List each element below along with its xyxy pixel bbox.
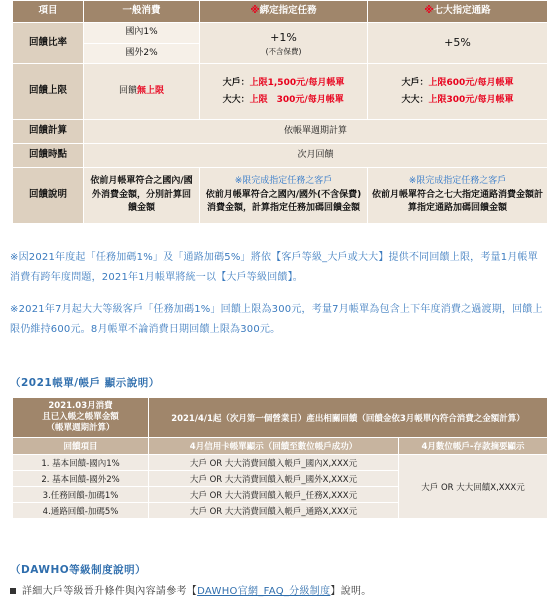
cap-task-big-red: 上限1,500元/每月帳單 [249, 78, 345, 89]
explain-channel [368, 168, 548, 224]
display-table [12, 397, 548, 519]
rate-domestic: 國內1% [84, 23, 200, 44]
note1-link: 客戶等級_大戶或大大 [281, 252, 379, 263]
faq-link[interactable]: DAWHO官網_FAQ_分級制度 [197, 586, 331, 597]
note-2021-tier [10, 248, 545, 288]
cap-channel-bigbig-prefix: 大大： [401, 94, 429, 105]
col-header-item: 回饋項目 [13, 438, 149, 455]
header-general: 一般消費 [84, 1, 200, 23]
bullet-square-icon [10, 588, 16, 594]
cap-general-prefix: 回饋 [118, 85, 137, 96]
row-item: 3.任務回饋-加碼1% [13, 487, 149, 503]
row-item: 2. 基本回饋-國外2% [13, 471, 149, 487]
section-tier-title: （DAWHO等級制度說明） [10, 564, 147, 576]
calc-label: 回饋計算 [13, 120, 84, 144]
row-item: 4.通路回饋-加碼5% [13, 503, 149, 519]
cap-general [84, 64, 200, 120]
rate-label: 回饋比率 [13, 23, 84, 64]
header-task-label: 綁定指定任務 [259, 5, 317, 17]
tier-info-bullet [10, 582, 372, 597]
calc-value: 依帳單週期計算 [84, 120, 548, 144]
header-channel [368, 1, 548, 23]
explain-general: 依前月帳單符合之國內/國外消費金額，分別計算回饋金額 [84, 168, 200, 224]
display-top-left [13, 398, 149, 438]
cap-label: 回饋上限 [13, 64, 84, 120]
explain-task-note: ※限完成指定任務之客戶 [234, 175, 333, 186]
bullet-prefix: 詳細大戶等級晉升條件與內容請參考【 [22, 586, 198, 597]
rate-channel: +5% [368, 23, 548, 64]
header-task [200, 1, 368, 23]
note1-a: ※因2021年度起「任務加碼1%」及「通路加碼5%」將依【 [10, 252, 282, 263]
rate-task-value: +1% [270, 30, 297, 44]
section-display-title: （2021帳單/帳戶 顯示說明） [10, 377, 160, 389]
explain-task-text: 依前月帳單符合之國內/國外(不含保費)消費金額，計算指定任務加碼回饋金額 [205, 189, 362, 214]
explain-label: 回饋說明 [13, 168, 84, 224]
display-top-left-line2: 且已入帳之帳單金額 [42, 411, 119, 422]
cap-task-big-prefix: 大戶： [222, 78, 250, 89]
reward-table [12, 0, 548, 224]
row-display: 大戶 OR 大大消費回饋入帳戶_任務X,XXX元 [149, 487, 399, 503]
explain-channel-note: ※限完成指定任務之客戶 [408, 175, 507, 186]
explain-task [200, 168, 368, 224]
cap-channel-bigbig-red: 上限300元/每月帳單 [428, 94, 514, 105]
cap-channel-big-prefix: 大戶： [401, 78, 429, 89]
explain-channel-text: 依前月帳單符合之七大指定通路消費金額計算指定通路加碼回饋金額 [371, 189, 543, 214]
header-item: 項目 [13, 1, 84, 23]
channel-mark: ※ [424, 5, 434, 17]
row-display: 大戶 OR 大大消費回饋入帳戶_國外X,XXX元 [149, 471, 399, 487]
row-display: 大戶 OR 大大消費回饋入帳戶_國內X,XXX元 [149, 455, 399, 471]
cap-channel-big-red: 上限600元/每月帳單 [428, 78, 514, 89]
row-display: 大戶 OR 大大消費回饋入帳戶_通路X,XXX元 [149, 503, 399, 519]
display-top-right: 2021/4/1起（次月第一個營業日）產出相關回饋（回饋金依3月帳單內符合消費之金額計算） [149, 398, 548, 438]
rate-task [200, 23, 368, 64]
note1-b: 】提供不同回饋上限，考量1月帳單消費有跨年度問題，2021年1月帳單將統一以【大戶等級回饋】。 [10, 252, 538, 283]
col-header-card: 4月信用卡帳單顯示（回饋至數位帳戶成功） [149, 438, 399, 455]
bullet-suffix: 】說明。 [330, 586, 372, 597]
note-july-cap: ※2021年7月起大大等級客戶「任務加碼1%」回饋上限為300元，考量7月帳單為包含上下年度消費之過渡期，回饋上限仍維持600元。8月帳單不論消費日期回饋上限為300元。 [10, 304, 543, 335]
cap-task [200, 64, 368, 120]
cap-general-red: 無上限 [137, 85, 165, 96]
rate-overseas: 國外2% [84, 44, 200, 64]
task-mark: ※ [250, 5, 260, 17]
header-channel-label: 七大指定通路 [433, 5, 491, 17]
cap-task-bigbig-red: 上限 300元/每月帳單 [249, 94, 344, 105]
rate-task-note: (不含保費) [265, 46, 302, 56]
cap-task-bigbig-prefix: 大大： [222, 94, 250, 105]
time-value: 次月回饋 [84, 144, 548, 168]
display-top-left-line1: 2021.03月消費 [48, 400, 113, 411]
account-summary: 大戶 OR 大大回饋X,XXX元 [399, 455, 548, 519]
row-item: 1. 基本回饋-國內1% [13, 455, 149, 471]
cap-channel [368, 64, 548, 120]
time-label: 回饋時點 [13, 144, 84, 168]
display-top-left-line3: （帳單週期計算） [46, 423, 115, 434]
col-header-account: 4月數位帳戶-存款摘要顯示 [399, 438, 548, 455]
